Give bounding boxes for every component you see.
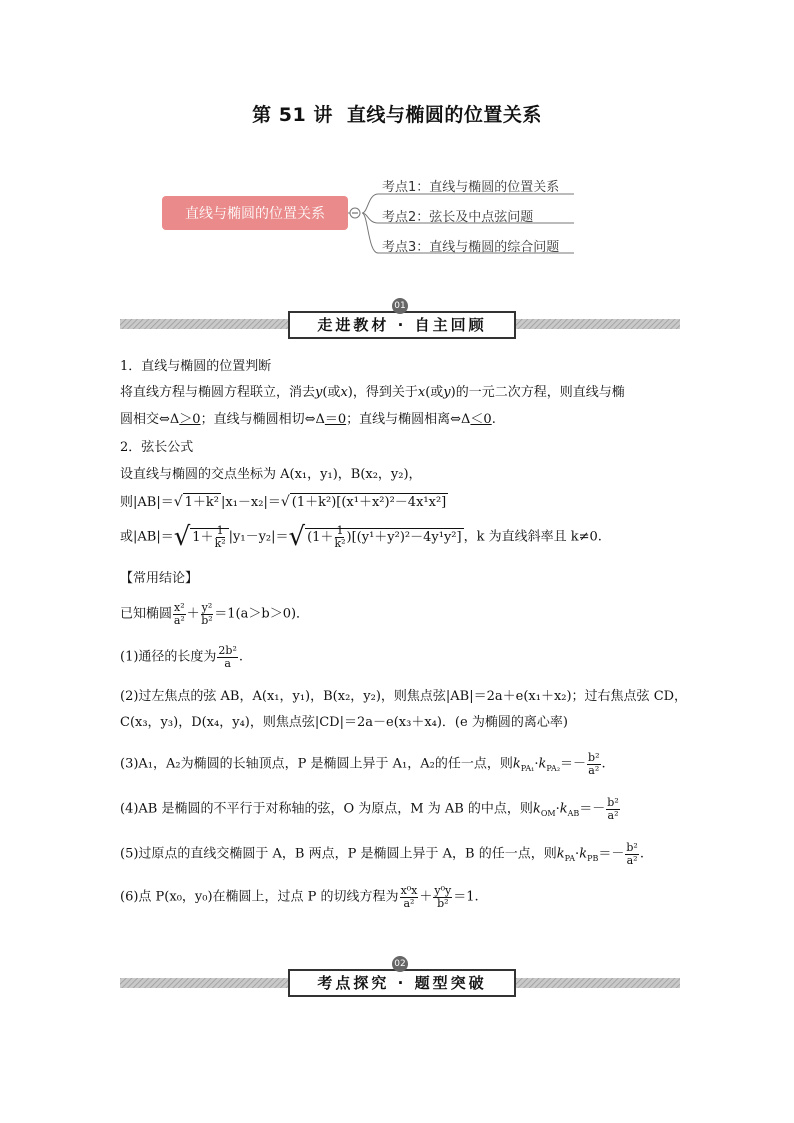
- conclusion-3: (3)A₁，A₂为椭圆的长轴顶点，P 是椭圆上异于 A₁，A₂的任一点，则$k_{PA_1}\cdot k_{PA_2}=-$ $\frac{\text{b²}}{\text{a²}}$ .: [120, 751, 606, 777]
- mindmap-node-3[interactable]: 考点3：直线与椭圆的综合问题: [382, 240, 560, 255]
- conclusion-2-line-1: (2)过左焦点的弦 AB，A(x₁，y₁)，B(x₂，y₂)，则焦点弦|AB|＝2a＋e(x₁＋x₂)；过右焦点弦 CD，: [120, 689, 688, 704]
- mindmap-node-1[interactable]: 考点1：直线与椭圆的位置关系: [382, 180, 560, 195]
- lecture-number: 第 51 讲: [252, 104, 333, 126]
- paragraph-1-line-1: 将直线方程与椭圆方程联立，消去y(或x)，得到关于x(或y)的一元二次方程，则直线与椭: [120, 385, 625, 400]
- lecture-topic: 直线与椭圆的位置关系: [346, 104, 542, 126]
- chord-intro: 设直线与椭圆的交点坐标为 A(x₁，y₁)，B(x₂，y₂)，: [120, 467, 422, 482]
- section1-number-badge: 01: [392, 298, 408, 314]
- heading-conclusions: 【常用结论】: [120, 571, 199, 586]
- paragraph-1-line-2: 圆相交⇔Δ＞0；直线与椭圆相切⇔Δ＝0；直线与椭圆相离⇔Δ＜0.: [120, 412, 496, 427]
- mindmap-node-2[interactable]: 考点2：弦长及中点弦问题: [382, 210, 534, 225]
- mindmap-lines: [0, 0, 794, 300]
- conclusion-4: (4)AB 是椭圆的不平行于对称轴的弦，O 为原点，M 为 AB 的中点，则$k_{OM}\cdot k_{AB}=-$ $\frac{\text{b²}}{\text{a²}}$: [120, 796, 619, 822]
- conclusion-1: (1)通径的长度为 $\frac{\text{2b²}}{a}$ .: [120, 644, 244, 670]
- conclusion-2-line-2: C(x₃，y₃)，D(x₄，y₄)，则焦点弦|CD|＝2a－e(x₃＋x₄)．(e 为椭圆的离心率): [120, 715, 568, 730]
- section2-number-badge: 02: [392, 956, 408, 972]
- section1-title: 走进教材 · 自主回顾: [288, 311, 516, 339]
- heading-position: 1．直线与椭圆的位置判断: [120, 359, 272, 374]
- chord-formula-y: 或|AB|＝√ 1＋ $\frac{1}{\text{k²}}$ |y₁－y₂|＝√ (1＋ $\frac{1}{\text{k²}}$ )[(y¹＋y²)²－4y¹y²] ，k 为直线斜率且 k≠0.: [120, 522, 602, 552]
- conclusion-6: (6)点 P(x₀，y₀)在椭圆上，过点 P 的切线方程为 $\frac{\text{x⁰x}}{\text{a²}}$ ＋ $\frac{\text{y⁰y}}{\text{b²}}$ ＝1.: [120, 884, 479, 910]
- conclusion-5: (5)过原点的直线交椭圆于 A，B 两点，P 是椭圆上异于 A，B 的任一点，则$k_{PA}\cdot k_{PB}=-$ $\frac{\text{b²}}{\text{a²}}$ .: [120, 841, 644, 867]
- section2-title: 考点探究 · 题型突破: [288, 969, 516, 997]
- conclusion-ellipse: 已知椭圆 $\frac{\text{x²}}{\text{a²}}$ ＋ $\frac{\text{y²}}{\text{b²}}$ ＝1(a＞b＞0)．: [120, 601, 310, 627]
- chord-formula-x: 则|AB|＝√ 1＋k² |x₁－x₂|＝√ (1＋k²)[(x¹＋x²)²－4x¹x²]: [120, 494, 447, 510]
- mindmap-root[interactable]: 直线与椭圆的位置关系: [162, 196, 348, 230]
- heading-chord: 2．弦长公式: [120, 440, 194, 455]
